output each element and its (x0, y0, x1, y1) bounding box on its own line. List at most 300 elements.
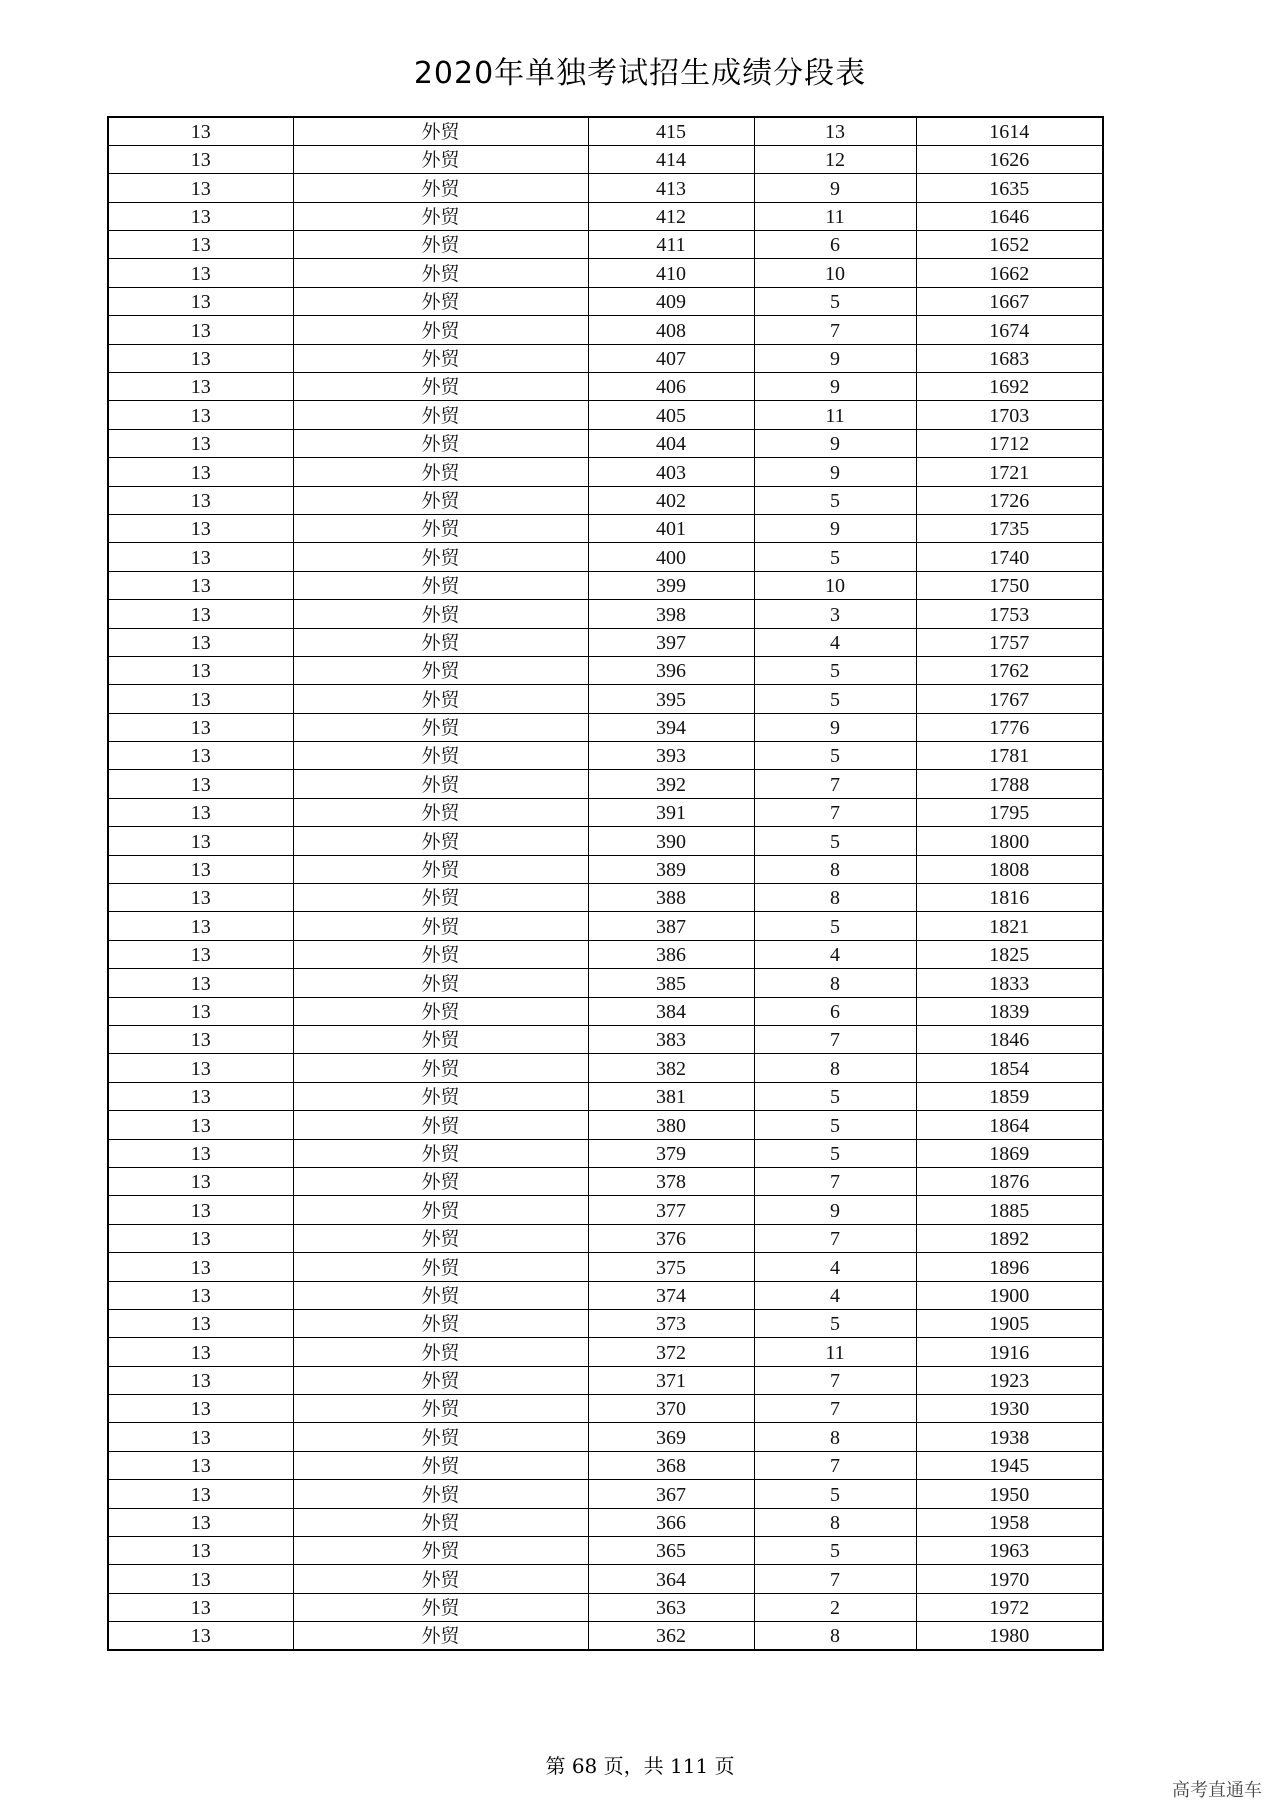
count-cell: 8 (754, 1508, 916, 1536)
category-cell: 外贸 (293, 373, 588, 401)
table-row (108, 429, 1103, 457)
category-cell: 外贸 (293, 1167, 588, 1195)
page-title: 2020年单独考试招生成绩分段表 (413, 56, 867, 91)
cumulative-cell: 1950 (916, 1480, 1103, 1508)
group-cell: 13 (108, 855, 293, 883)
table-row (108, 1565, 1103, 1593)
group-cell: 13 (108, 117, 293, 145)
cumulative-cell: 1945 (916, 1451, 1103, 1479)
group-cell: 13 (108, 600, 293, 628)
category-cell: 外贸 (293, 997, 588, 1025)
count-cell: 8 (754, 1423, 916, 1451)
table-row (108, 401, 1103, 429)
table-row (108, 1196, 1103, 1224)
category-cell: 外贸 (293, 458, 588, 486)
cumulative-cell: 1808 (916, 855, 1103, 883)
cumulative-cell: 1800 (916, 827, 1103, 855)
category-cell: 外贸 (293, 628, 588, 656)
table-row (108, 1309, 1103, 1337)
group-cell: 13 (108, 713, 293, 741)
category-cell: 外贸 (293, 174, 588, 202)
cumulative-cell: 1776 (916, 713, 1103, 741)
score-cell: 391 (588, 798, 754, 826)
score-cell: 386 (588, 940, 754, 968)
count-cell: 4 (754, 628, 916, 656)
group-cell: 13 (108, 1480, 293, 1508)
table-row (108, 827, 1103, 855)
group-cell: 13 (108, 1167, 293, 1195)
cumulative-cell: 1885 (916, 1196, 1103, 1224)
count-cell: 12 (754, 145, 916, 173)
cumulative-cell: 1788 (916, 770, 1103, 798)
table-row (108, 1593, 1103, 1621)
count-cell: 11 (754, 401, 916, 429)
group-cell: 13 (108, 1508, 293, 1536)
group-cell: 13 (108, 174, 293, 202)
group-cell: 13 (108, 912, 293, 940)
count-cell: 8 (754, 1054, 916, 1082)
table-row (108, 1111, 1103, 1139)
table-row (108, 1480, 1103, 1508)
cumulative-cell: 1892 (916, 1224, 1103, 1252)
cumulative-cell: 1864 (916, 1111, 1103, 1139)
table-row (108, 1082, 1103, 1110)
group-cell: 13 (108, 656, 293, 684)
score-cell: 393 (588, 742, 754, 770)
score-cell: 374 (588, 1281, 754, 1309)
table-body (108, 117, 1103, 1650)
cumulative-cell: 1854 (916, 1054, 1103, 1082)
count-cell: 9 (754, 713, 916, 741)
count-cell: 5 (754, 1111, 916, 1139)
count-cell: 6 (754, 231, 916, 259)
cumulative-cell: 1667 (916, 287, 1103, 315)
group-cell: 13 (108, 1451, 293, 1479)
count-cell: 7 (754, 1366, 916, 1394)
group-cell: 13 (108, 997, 293, 1025)
table-row (108, 458, 1103, 486)
category-cell: 外贸 (293, 1281, 588, 1309)
group-cell: 13 (108, 1082, 293, 1110)
score-cell: 373 (588, 1309, 754, 1337)
group-cell: 13 (108, 344, 293, 372)
table-row (108, 1253, 1103, 1281)
count-cell: 7 (754, 1395, 916, 1423)
count-cell: 5 (754, 742, 916, 770)
group-cell: 13 (108, 514, 293, 542)
cumulative-cell: 1938 (916, 1423, 1103, 1451)
table-row (108, 798, 1103, 826)
group-cell: 13 (108, 202, 293, 230)
score-cell: 381 (588, 1082, 754, 1110)
table-row (108, 1167, 1103, 1195)
count-cell: 13 (754, 117, 916, 145)
category-cell: 外贸 (293, 1026, 588, 1054)
cumulative-cell: 1735 (916, 514, 1103, 542)
cumulative-cell: 1896 (916, 1253, 1103, 1281)
group-cell: 13 (108, 1537, 293, 1565)
score-cell: 403 (588, 458, 754, 486)
table-row (108, 202, 1103, 230)
score-cell: 390 (588, 827, 754, 855)
count-cell: 5 (754, 287, 916, 315)
category-cell: 外贸 (293, 1224, 588, 1252)
category-cell: 外贸 (293, 1054, 588, 1082)
table-row (108, 571, 1103, 599)
cumulative-cell: 1963 (916, 1537, 1103, 1565)
count-cell: 3 (754, 600, 916, 628)
group-cell: 13 (108, 543, 293, 571)
group-cell: 13 (108, 628, 293, 656)
table-row (108, 486, 1103, 514)
score-cell: 399 (588, 571, 754, 599)
score-cell: 377 (588, 1196, 754, 1224)
cumulative-cell: 1816 (916, 884, 1103, 912)
cumulative-cell: 1869 (916, 1139, 1103, 1167)
score-cell: 398 (588, 600, 754, 628)
count-cell: 8 (754, 855, 916, 883)
cumulative-cell: 1646 (916, 202, 1103, 230)
score-cell: 376 (588, 1224, 754, 1252)
group-cell: 13 (108, 798, 293, 826)
group-cell: 13 (108, 940, 293, 968)
score-cell: 405 (588, 401, 754, 429)
group-cell: 13 (108, 401, 293, 429)
cumulative-cell: 1753 (916, 600, 1103, 628)
score-cell: 404 (588, 429, 754, 457)
group-cell: 13 (108, 571, 293, 599)
table-row (108, 628, 1103, 656)
score-cell: 365 (588, 1537, 754, 1565)
category-cell: 外贸 (293, 1451, 588, 1479)
group-cell: 13 (108, 1622, 293, 1650)
category-cell: 外贸 (293, 231, 588, 259)
cumulative-cell: 1781 (916, 742, 1103, 770)
cumulative-cell: 1859 (916, 1082, 1103, 1110)
score-cell: 375 (588, 1253, 754, 1281)
cumulative-cell: 1703 (916, 401, 1103, 429)
table-row (108, 287, 1103, 315)
category-cell: 外贸 (293, 827, 588, 855)
score-cell: 409 (588, 287, 754, 315)
group-cell: 13 (108, 287, 293, 315)
category-cell: 外贸 (293, 1111, 588, 1139)
category-cell: 外贸 (293, 259, 588, 287)
group-cell: 13 (108, 685, 293, 713)
group-cell: 13 (108, 1309, 293, 1337)
table-row (108, 1054, 1103, 1082)
cumulative-cell: 1821 (916, 912, 1103, 940)
score-cell: 368 (588, 1451, 754, 1479)
category-cell: 外贸 (293, 1622, 588, 1650)
category-cell: 外贸 (293, 685, 588, 713)
group-cell: 13 (108, 827, 293, 855)
count-cell: 5 (754, 1139, 916, 1167)
count-cell: 2 (754, 1593, 916, 1621)
table-row (108, 259, 1103, 287)
score-cell: 411 (588, 231, 754, 259)
table-row (108, 231, 1103, 259)
count-cell: 9 (754, 344, 916, 372)
count-cell: 4 (754, 1281, 916, 1309)
count-cell: 5 (754, 1082, 916, 1110)
score-cell: 371 (588, 1366, 754, 1394)
category-cell: 外贸 (293, 1196, 588, 1224)
category-cell: 外贸 (293, 713, 588, 741)
score-cell: 392 (588, 770, 754, 798)
group-cell: 13 (108, 231, 293, 259)
table-row (108, 1026, 1103, 1054)
cumulative-cell: 1923 (916, 1366, 1103, 1394)
category-cell: 外贸 (293, 514, 588, 542)
score-cell: 364 (588, 1565, 754, 1593)
category-cell: 外贸 (293, 656, 588, 684)
cumulative-cell: 1846 (916, 1026, 1103, 1054)
category-cell: 外贸 (293, 742, 588, 770)
score-cell: 370 (588, 1395, 754, 1423)
category-cell: 外贸 (293, 1309, 588, 1337)
score-cell: 415 (588, 117, 754, 145)
category-cell: 外贸 (293, 1338, 588, 1366)
category-cell: 外贸 (293, 940, 588, 968)
score-cell: 385 (588, 969, 754, 997)
category-cell: 外贸 (293, 287, 588, 315)
category-cell: 外贸 (293, 884, 588, 912)
category-cell: 外贸 (293, 571, 588, 599)
cumulative-cell: 1662 (916, 259, 1103, 287)
score-cell: 402 (588, 486, 754, 514)
score-cell: 397 (588, 628, 754, 656)
cumulative-cell: 1767 (916, 685, 1103, 713)
category-cell: 外贸 (293, 486, 588, 514)
table-row (108, 742, 1103, 770)
score-cell: 406 (588, 373, 754, 401)
table-row (108, 117, 1103, 145)
score-cell: 387 (588, 912, 754, 940)
group-cell: 13 (108, 969, 293, 997)
category-cell: 外贸 (293, 1253, 588, 1281)
table-row (108, 1139, 1103, 1167)
score-cell: 414 (588, 145, 754, 173)
category-cell: 外贸 (293, 798, 588, 826)
score-cell: 408 (588, 316, 754, 344)
cumulative-cell: 1795 (916, 798, 1103, 826)
score-cell: 362 (588, 1622, 754, 1650)
score-cell: 363 (588, 1593, 754, 1621)
cumulative-cell: 1930 (916, 1395, 1103, 1423)
category-cell: 外贸 (293, 401, 588, 429)
count-cell: 11 (754, 202, 916, 230)
category-cell: 外贸 (293, 969, 588, 997)
table-row (108, 1281, 1103, 1309)
table-row (108, 884, 1103, 912)
page-footer: 第 68 页，共 111 页 (545, 1754, 735, 1778)
category-cell: 外贸 (293, 1565, 588, 1593)
table-row (108, 373, 1103, 401)
count-cell: 11 (754, 1338, 916, 1366)
category-cell: 外贸 (293, 202, 588, 230)
table-row (108, 1366, 1103, 1394)
score-cell: 410 (588, 259, 754, 287)
category-cell: 外贸 (293, 1593, 588, 1621)
group-cell: 13 (108, 884, 293, 912)
group-cell: 13 (108, 1111, 293, 1139)
score-cell: 413 (588, 174, 754, 202)
group-cell: 13 (108, 429, 293, 457)
group-cell: 13 (108, 742, 293, 770)
table-row (108, 912, 1103, 940)
count-cell: 5 (754, 656, 916, 684)
count-cell: 5 (754, 1480, 916, 1508)
count-cell: 9 (754, 458, 916, 486)
count-cell: 9 (754, 1196, 916, 1224)
count-cell: 7 (754, 770, 916, 798)
group-cell: 13 (108, 486, 293, 514)
group-cell: 13 (108, 458, 293, 486)
table-row (108, 344, 1103, 372)
cumulative-cell: 1970 (916, 1565, 1103, 1593)
count-cell: 5 (754, 486, 916, 514)
score-cell: 407 (588, 344, 754, 372)
score-cell: 389 (588, 855, 754, 883)
group-cell: 13 (108, 1253, 293, 1281)
category-cell: 外贸 (293, 770, 588, 798)
cumulative-cell: 1635 (916, 174, 1103, 202)
category-cell: 外贸 (293, 1366, 588, 1394)
score-cell: 401 (588, 514, 754, 542)
cumulative-cell: 1916 (916, 1338, 1103, 1366)
group-cell: 13 (108, 1054, 293, 1082)
score-cell: 384 (588, 997, 754, 1025)
category-cell: 外贸 (293, 344, 588, 372)
count-cell: 9 (754, 514, 916, 542)
count-cell: 9 (754, 174, 916, 202)
table-row (108, 1508, 1103, 1536)
score-cell: 396 (588, 656, 754, 684)
score-cell: 394 (588, 713, 754, 741)
count-cell: 4 (754, 1253, 916, 1281)
score-cell: 412 (588, 202, 754, 230)
cumulative-cell: 1825 (916, 940, 1103, 968)
group-cell: 13 (108, 259, 293, 287)
table-row (108, 685, 1103, 713)
table-row (108, 514, 1103, 542)
cumulative-cell: 1721 (916, 458, 1103, 486)
category-cell: 外贸 (293, 117, 588, 145)
group-cell: 13 (108, 1366, 293, 1394)
cumulative-cell: 1712 (916, 429, 1103, 457)
table-row (108, 855, 1103, 883)
cumulative-cell: 1757 (916, 628, 1103, 656)
category-cell: 外贸 (293, 1423, 588, 1451)
score-cell: 369 (588, 1423, 754, 1451)
score-table (107, 116, 1104, 1651)
category-cell: 外贸 (293, 316, 588, 344)
category-cell: 外贸 (293, 600, 588, 628)
group-cell: 13 (108, 1224, 293, 1252)
table-row (108, 1622, 1103, 1650)
cumulative-cell: 1726 (916, 486, 1103, 514)
cumulative-cell: 1958 (916, 1508, 1103, 1536)
score-cell: 378 (588, 1167, 754, 1195)
score-cell: 395 (588, 685, 754, 713)
group-cell: 13 (108, 1338, 293, 1366)
count-cell: 8 (754, 969, 916, 997)
cumulative-cell: 1905 (916, 1309, 1103, 1337)
cumulative-cell: 1750 (916, 571, 1103, 599)
count-cell: 9 (754, 373, 916, 401)
score-cell: 400 (588, 543, 754, 571)
cumulative-cell: 1683 (916, 344, 1103, 372)
count-cell: 8 (754, 884, 916, 912)
group-cell: 13 (108, 1395, 293, 1423)
count-cell: 7 (754, 1026, 916, 1054)
cumulative-cell: 1900 (916, 1281, 1103, 1309)
group-cell: 13 (108, 1423, 293, 1451)
score-cell: 366 (588, 1508, 754, 1536)
group-cell: 13 (108, 1139, 293, 1167)
table-row (108, 1224, 1103, 1252)
category-cell: 外贸 (293, 1139, 588, 1167)
table-row (108, 543, 1103, 571)
count-cell: 7 (754, 1224, 916, 1252)
cumulative-cell: 1833 (916, 969, 1103, 997)
score-cell: 367 (588, 1480, 754, 1508)
table-row (108, 1451, 1103, 1479)
table-row (108, 940, 1103, 968)
group-cell: 13 (108, 316, 293, 344)
category-cell: 外贸 (293, 1537, 588, 1565)
score-cell: 383 (588, 1026, 754, 1054)
table-row (108, 316, 1103, 344)
category-cell: 外贸 (293, 145, 588, 173)
cumulative-cell: 1839 (916, 997, 1103, 1025)
group-cell: 13 (108, 770, 293, 798)
category-cell: 外贸 (293, 543, 588, 571)
category-cell: 外贸 (293, 1395, 588, 1423)
table-row (108, 1537, 1103, 1565)
category-cell: 外贸 (293, 1508, 588, 1536)
watermark: 高考直通车 (1172, 1780, 1262, 1801)
count-cell: 8 (754, 1622, 916, 1650)
table-row (108, 1338, 1103, 1366)
table-row (108, 145, 1103, 173)
group-cell: 13 (108, 1026, 293, 1054)
table-row (108, 600, 1103, 628)
cumulative-cell: 1614 (916, 117, 1103, 145)
score-cell: 388 (588, 884, 754, 912)
category-cell: 外贸 (293, 855, 588, 883)
count-cell: 5 (754, 1537, 916, 1565)
group-cell: 13 (108, 145, 293, 173)
group-cell: 13 (108, 1593, 293, 1621)
category-cell: 外贸 (293, 429, 588, 457)
count-cell: 5 (754, 1309, 916, 1337)
count-cell: 5 (754, 543, 916, 571)
cumulative-cell: 1674 (916, 316, 1103, 344)
score-cell: 382 (588, 1054, 754, 1082)
table-row (108, 174, 1103, 202)
count-cell: 7 (754, 798, 916, 826)
group-cell: 13 (108, 1281, 293, 1309)
table-row (108, 969, 1103, 997)
table-row (108, 1423, 1103, 1451)
cumulative-cell: 1876 (916, 1167, 1103, 1195)
cumulative-cell: 1972 (916, 1593, 1103, 1621)
count-cell: 5 (754, 912, 916, 940)
count-cell: 5 (754, 827, 916, 855)
count-cell: 9 (754, 429, 916, 457)
